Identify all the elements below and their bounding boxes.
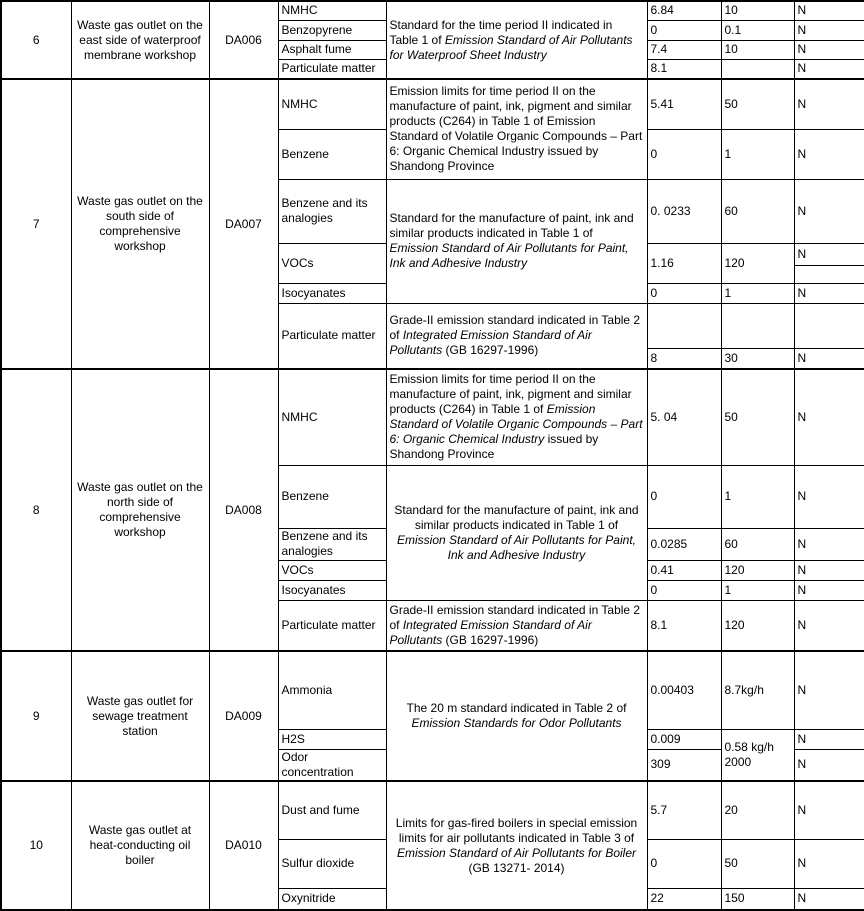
measured-value-cell: 8.1 <box>647 600 721 651</box>
standard-cell <box>386 651 647 781</box>
pollutant-cell: Isocyanates <box>278 283 386 303</box>
outlet-code-cell: DA006 <box>209 1 278 79</box>
limit-value-cell: 60 <box>721 179 794 243</box>
limit-value-cell: 150 <box>721 888 794 910</box>
pollutant-cell: NMHC <box>278 1 386 20</box>
pollutant-cell: VOCs <box>278 560 386 580</box>
standard-text: issued by Shandong Province <box>389 432 599 462</box>
measured-value-cell: 8 <box>647 348 721 369</box>
standard-text: Emission limits for time period II on the manufacture of paint, ink, pigment and similar products (C264) in Table 1 of <box>389 372 632 417</box>
measured-value-cell: 0 <box>647 465 721 528</box>
outlet-description-cell: Waste gas outlet for sewage treatment station <box>71 651 209 781</box>
standard-text: (GB 13271- 2014) <box>468 860 565 875</box>
measured-value-cell: 0 <box>647 580 721 600</box>
limit-value-cell <box>721 59 794 79</box>
pollutant-cell: Benzopyrene <box>278 20 386 40</box>
pollutant-cell: Ammonia <box>278 651 386 729</box>
standard-cell <box>386 79 647 179</box>
standard-title: Emission Standard of Air Pollutants for Paint, Ink and Adhesive Industry <box>396 532 636 562</box>
exceed-flag-cell: N <box>794 560 864 580</box>
standard-text: Standard for the manufacture of paint, ink and similar products indicated in Table 1 of <box>389 211 634 240</box>
standard-cell <box>386 369 647 465</box>
measured-value-cell: 5.7 <box>647 781 721 839</box>
standard-title: Integrated Emission Standard of Air Pollutants <box>389 328 592 358</box>
limit-value-cell: 20 <box>721 781 794 839</box>
exceed-flag-cell: N <box>794 369 864 465</box>
exceed-flag-cell: N <box>794 749 864 781</box>
standard-title: Emission Standards for Odor Pollutants <box>411 716 622 730</box>
standard-text: Grade-II emission standard indicated in Table 2 of <box>389 313 641 343</box>
outlet-code-cell: DA007 <box>209 79 278 369</box>
outlet-description-cell: Waste gas outlet on the south side of comprehensive workshop <box>71 79 209 369</box>
exceed-flag-cell: N <box>794 79 864 129</box>
limit-value-cell: 1 <box>721 129 794 179</box>
measured-value-cell: 8.1 <box>647 59 721 79</box>
limit-value-cell: 50 <box>721 79 794 129</box>
measured-value-cell: 5. 04 <box>647 369 721 465</box>
exceed-flag-cell: N <box>794 465 864 528</box>
limit-value-cell: 0.58 kg/h 2000 <box>721 729 794 781</box>
outlet-code-cell: DA008 <box>209 369 278 651</box>
pollutant-cell: Benzene and its analogies <box>278 528 386 560</box>
limit-value-cell: 1 <box>721 580 794 600</box>
row-number-cell: 10 <box>1 781 71 910</box>
standard-text: Standard for the manufacture of paint, ink and similar products indicated in Table 1 of <box>394 502 639 532</box>
measured-value-cell: 0 <box>647 20 721 40</box>
row-number-cell: 8 <box>1 369 71 651</box>
pollutant-cell: Asphalt fume <box>278 40 386 59</box>
standard-text: Limits for gas-fired boilers in special emission limits for air pollutants indicated in Table 3 of <box>395 815 638 845</box>
pollutant-cell: Odor concentration <box>278 749 386 781</box>
pollutant-cell: NMHC <box>278 369 386 465</box>
pollutant-cell: Benzene <box>278 129 386 179</box>
standard-cell <box>386 1 647 79</box>
exceed-flag-cell: N <box>794 20 864 40</box>
pollutant-cell: Oxynitride <box>278 888 386 910</box>
standard-title: Emission Standard of Air Pollutants for Paint, Ink and Adhesive Industry <box>389 241 629 270</box>
limit-value-cell: 120 <box>721 243 794 283</box>
table-row <box>1 651 864 729</box>
measured-value-cell: 1.16 <box>647 243 721 283</box>
standard-title: Emission Standard of Air Pollutants for Waterproof Sheet Industry <box>389 32 633 62</box>
exceed-flag-cell: N <box>794 129 864 179</box>
measured-value-cell: 0.00403 <box>647 651 721 729</box>
measured-value-cell: 309 <box>647 749 721 781</box>
table-row <box>1 79 864 129</box>
exceed-flag-cell: N <box>794 781 864 839</box>
exceed-flag-cell: N <box>794 729 864 749</box>
pollutant-cell: Particulate matter <box>278 59 386 79</box>
standard-text: (GB 16297-1996) <box>442 343 539 358</box>
table-row <box>1 781 864 839</box>
outlet-description-cell: Waste gas outlet at heat-conducting oil boiler <box>71 781 209 910</box>
measured-value-cell: 7.4 <box>647 40 721 59</box>
pollutant-cell: Particulate matter <box>278 600 386 651</box>
exceed-flag-cell: N <box>794 1 864 20</box>
exceed-flag-cell: N <box>794 600 864 651</box>
exceed-flag-cell: N <box>794 580 864 600</box>
empty-cell <box>794 303 864 348</box>
exceed-flag-cell: N <box>794 528 864 560</box>
limit-value-cell: 120 <box>721 560 794 580</box>
empty-cell <box>721 303 794 348</box>
outlet-code-cell: DA010 <box>209 781 278 910</box>
measured-value-cell: 22 <box>647 888 721 910</box>
pollutant-cell: Benzene and its analogies <box>278 179 386 243</box>
limit-value-cell: 50 <box>721 369 794 465</box>
exceed-flag-cell: N <box>794 179 864 243</box>
limit-value-cell: 10 <box>721 40 794 59</box>
pollutant-cell: H2S <box>278 729 386 749</box>
standard-cell <box>386 781 647 910</box>
exceed-flag-cell: N <box>794 888 864 910</box>
measured-value-cell: 0 <box>647 129 721 179</box>
limit-value-cell: 30 <box>721 348 794 369</box>
limit-value-cell: 50 <box>721 839 794 888</box>
standard-text: Standard for the time period II indicated in Table 1 of <box>389 17 613 47</box>
measured-value-cell: 0 <box>647 839 721 888</box>
pollutant-cell: Particulate matter <box>278 303 386 369</box>
standard-text: Grade-II emission standard indicated in Table 2 of <box>389 602 641 632</box>
exceed-flag-cell: N <box>794 839 864 888</box>
pollutant-cell: NMHC <box>278 79 386 129</box>
row-number-cell: 9 <box>1 651 71 781</box>
pollutant-cell: Benzene <box>278 465 386 528</box>
empty-cell <box>647 303 721 348</box>
exceed-flag-cell: N <box>794 59 864 79</box>
standard-text: Emission limits for time period II on the manufacture of paint, ink, pigment and similar products (C264) in Table 1 of Emission Standard of Volatile Organic Compounds – Part 6: Organic Chemical Industry issued by Shandong Province <box>389 84 643 174</box>
measured-value-cell: 0. 0233 <box>647 179 721 243</box>
limit-value-cell: 10 <box>721 1 794 20</box>
exceed-flag-cell: N <box>794 40 864 59</box>
limit-value-cell: 8.7kg/h <box>721 651 794 729</box>
pollutant-cell: Sulfur dioxide <box>278 839 386 888</box>
outlet-code-cell: DA009 <box>209 651 278 781</box>
limit-value-cell: 0.1 <box>721 20 794 40</box>
standard-title: Emission Standard of Air Pollutants for Boiler <box>397 845 636 860</box>
row-number-cell: 7 <box>1 79 71 369</box>
standard-text: The 20 m standard indicated in Table 2 of <box>406 701 627 715</box>
limit-value-cell: 120 <box>721 600 794 651</box>
exceed-flag-cell: N <box>794 651 864 729</box>
measured-value-cell: 5.41 <box>647 79 721 129</box>
standard-title: Integrated Emission Standard of Air Pollutants <box>389 617 592 647</box>
table-row <box>1 369 864 465</box>
standard-cell <box>386 303 647 369</box>
exceed-flag-cell: N <box>794 283 864 303</box>
standard-cell <box>386 465 647 600</box>
measured-value-cell: 0.0285 <box>647 528 721 560</box>
table-row <box>1 1 864 20</box>
measured-value-cell: 0.41 <box>647 560 721 580</box>
limit-value-cell: 1 <box>721 465 794 528</box>
standard-title: Emission Standard of Volatile Organic Compounds – Part 6: Organic Chemical Industry <box>389 402 643 447</box>
empty-cell <box>794 265 864 283</box>
pollutant-cell: VOCs <box>278 243 386 283</box>
standard-cell <box>386 179 647 303</box>
outlet-description-cell: Waste gas outlet on the east side of waterproof membrane workshop <box>71 1 209 79</box>
measured-value-cell: 0 <box>647 283 721 303</box>
pollutant-cell: Isocyanates <box>278 580 386 600</box>
limit-value-cell: 60 <box>721 528 794 560</box>
measured-value-cell: 0.009 <box>647 729 721 749</box>
row-number-cell: 6 <box>1 1 71 79</box>
limit-value-cell: 1 <box>721 283 794 303</box>
outlet-description-cell: Waste gas outlet on the north side of comprehensive workshop <box>71 369 209 651</box>
exceed-flag-cell: N <box>794 348 864 369</box>
standard-text: (GB 16297-1996) <box>442 632 539 647</box>
standard-cell <box>386 600 647 651</box>
measured-value-cell: 6.84 <box>647 1 721 20</box>
exceed-flag-cell: N <box>794 243 864 265</box>
pollutant-cell: Dust and fume <box>278 781 386 839</box>
